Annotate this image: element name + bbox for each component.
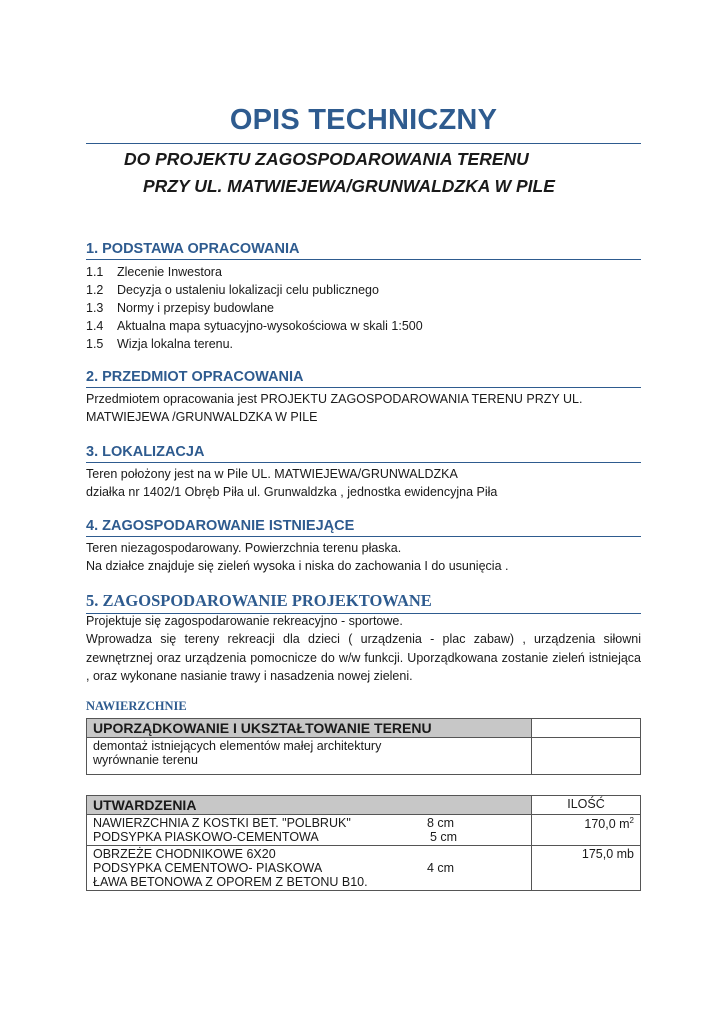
list-item-text: Normy i przepisy budowlane (117, 301, 275, 315)
section-3-heading: 3. LOKALIZACJA (86, 444, 641, 463)
hardening-row-2-description (87, 846, 532, 891)
hardening-row-1-quantity-exponent: 2 (629, 816, 634, 825)
subtitle-line-1: DO PROJEKTU ZAGOSPODAROWANIA TERENU (124, 149, 529, 169)
list-item-number: 1.4 (86, 319, 104, 333)
list-item-text: Aktualna mapa sytuacyjno-wysokościowa w skali 1:500 (117, 319, 423, 333)
document-title: OPIS TECHNICZNY (229, 104, 498, 136)
list-item (86, 283, 379, 297)
list-item (86, 265, 222, 279)
hardening-row-1-dim-1: 8 cm (427, 816, 455, 830)
hardening-row-2-quantity: 175,0 mb (532, 846, 641, 891)
section-5-paragraph: Wprowadza się tereny rekreacji dla dzieci ( urządzenia - plac zabaw) , urządzenia siłowni zewnętrznej oraz urządzenia pomocnicze do w/w funkcji. Uporządkowana zostanie zieleń istniejąca , oraz wykonane nasianie trawy i nasadzenia nowej zieleni. (86, 632, 641, 683)
hardening-row-1-quantity (532, 815, 641, 846)
hardening-row-1-line-2: PODSYPKA PIASKOWO-CEMENTOWA (93, 830, 319, 844)
section-3-text-line-1: Teren położony jest na w Pile UL. MATWIEJEWA/GRUNWALDZKA (86, 467, 458, 481)
list-item-number: 1.2 (86, 283, 104, 297)
list-item-text: Wizja lokalna terenu. (117, 337, 234, 351)
quantity-header: ILOŚĆ (532, 796, 641, 815)
section-2-text-line-2: MATWIEJEWA /GRUNWALDZKA W PILE (86, 410, 318, 424)
terrain-row-line-2: wyrównanie terenu (93, 753, 198, 767)
subtitle-line-2: PRZY UL. MATWIEJEWA/GRUNWALDZKA W PILE (143, 176, 555, 196)
hardening-table (86, 795, 641, 891)
section-4-text-line-1: Teren niezagospodarowany. Powierzchnia terenu płaska. (86, 541, 402, 555)
list-item-number: 1.3 (86, 301, 104, 315)
section-3-text-line-2: działka nr 1402/1 Obręb Piła ul. Grunwaldzka , jednostka ewidencyjna Piła (86, 485, 498, 499)
list-item (86, 301, 274, 315)
hardening-table-header: UTWARDZENIA (87, 796, 532, 815)
list-item (86, 337, 233, 351)
list-item (86, 319, 423, 333)
hardening-row-2-line-2: PODSYPKA CEMENTOWO- PIASKOWA (93, 861, 323, 875)
table-row (87, 846, 641, 891)
terrain-row-empty (532, 738, 641, 775)
hardening-row-1-dim-2: 5 cm (430, 830, 458, 844)
terrain-table-header: UPORZĄDKOWANIE I UKSZTAŁTOWANIE TERENU (87, 719, 532, 738)
hardening-row-1-quantity-value: 170,0 m (584, 817, 630, 832)
terrain-row-line-1: demontaż istniejących elementów małej architektury (93, 739, 382, 753)
table-row (87, 815, 641, 846)
hardening-row-2-line-1: OBRZEŻE CHODNIKOWE 6X20 (93, 847, 276, 861)
section-4-text-line-2: Na działce znajduje się zieleń wysoka i niska do zachowania I do usunięcia . (86, 559, 509, 573)
list-item-text: Decyzja o ustaleniu lokalizacji celu publicznego (117, 283, 379, 297)
section-5-heading: 5. ZAGOSPODAROWANIE PROJEKTOWANE (86, 591, 641, 614)
table-row (87, 738, 532, 775)
title-rule (86, 143, 641, 144)
hardening-row-1-description (87, 815, 532, 846)
terrain-table-header-empty (532, 719, 641, 738)
hardening-row-2-line-3: ŁAWA BETONOWA Z OPOREM Z BETONU B10. (93, 875, 368, 889)
terrain-table (86, 718, 641, 775)
list-item-text: Zlecenie Inwestora (117, 265, 222, 279)
nawierzchnie-label: NAWIERZCHNIE (86, 699, 187, 713)
hardening-row-1-line-1: NAWIERZCHNIA Z KOSTKI BET. "POLBRUK" (93, 816, 351, 830)
section-2-text-line-1: Przedmiotem opracowania jest PROJEKTU ZAGOSPODAROWANIA TERENU PRZY UL. (86, 392, 583, 406)
section-2-heading: 2. PRZEDMIOT OPRACOWANIA (86, 369, 641, 388)
section-1-heading: 1. PODSTAWA OPRACOWANIA (86, 241, 641, 260)
hardening-row-2-dim-2: 4 cm (427, 861, 455, 875)
section-4-heading: 4. ZAGOSPODAROWANIE ISTNIEJĄCE (86, 518, 641, 537)
list-item-number: 1.5 (86, 337, 104, 351)
section-5-text-line-1: Projektuje się zagospodarowanie rekreacyjno - sportowe. (86, 614, 403, 628)
list-item-number: 1.1 (86, 265, 104, 279)
